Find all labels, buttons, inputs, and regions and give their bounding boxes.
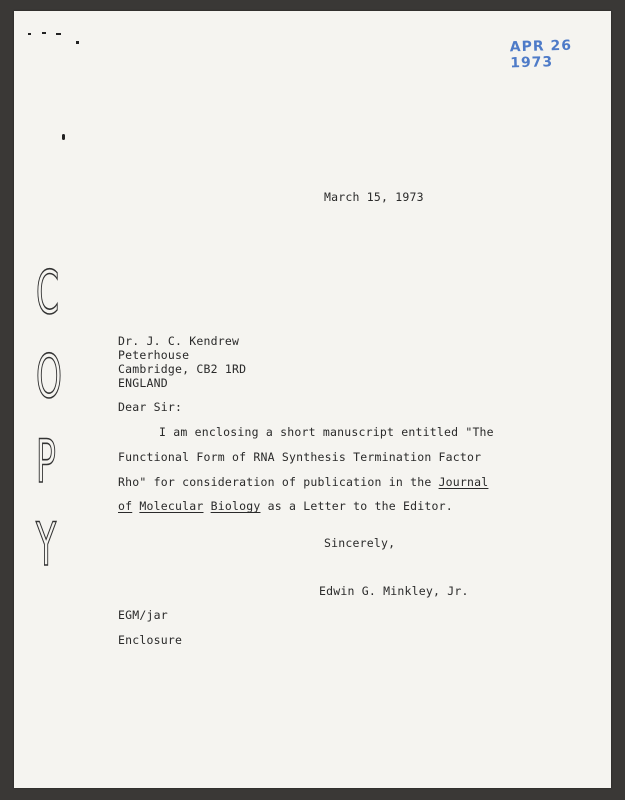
body-line-2: Functional Form of RNA Synthesis Termination Factor: [118, 450, 482, 464]
closing: Sincerely,: [324, 536, 396, 550]
molecular-word: Molecular: [139, 499, 204, 513]
body-line-4-text: as a Letter to the Editor.: [260, 499, 453, 513]
letter-date: March 15, 1973: [324, 190, 424, 204]
copy-letter-c: C: [36, 258, 60, 328]
ink-speck: [76, 41, 79, 44]
enclosure-note: Enclosure: [118, 633, 183, 647]
salutation: Dear Sir:: [118, 400, 183, 414]
ink-speck: [28, 33, 31, 35]
body-line-4: [118, 499, 453, 513]
biology-word: Biology: [210, 499, 261, 513]
body-line-1: I am enclosing a short manuscript entitled "The: [159, 425, 494, 439]
ink-speck: [56, 33, 61, 35]
letter-page: [14, 11, 611, 788]
ink-speck: [62, 134, 65, 140]
ink-speck: [42, 32, 46, 34]
copy-letter-o: O: [36, 342, 62, 412]
recipient-line3: ENGLAND: [118, 376, 168, 390]
signer-name: Edwin G. Minkley, Jr.: [319, 584, 469, 598]
body-line-3: [118, 475, 488, 489]
copy-letter-y: Y: [36, 510, 57, 580]
recipient-name: Dr. J. C. Kendrew: [118, 334, 240, 348]
copy-letter-p: P: [36, 427, 56, 497]
body-line-3-text: Rho" for consideration of publication in the: [118, 475, 439, 489]
of-word: of: [118, 499, 133, 513]
recipient-line2: Cambridge, CB2 1RD: [118, 362, 247, 376]
journal-word: Journal: [438, 475, 489, 489]
typist-initials: EGM/jar: [118, 608, 168, 622]
recipient-line1: Peterhouse: [118, 348, 190, 362]
received-date-stamp: APR 26 1973: [509, 37, 573, 72]
